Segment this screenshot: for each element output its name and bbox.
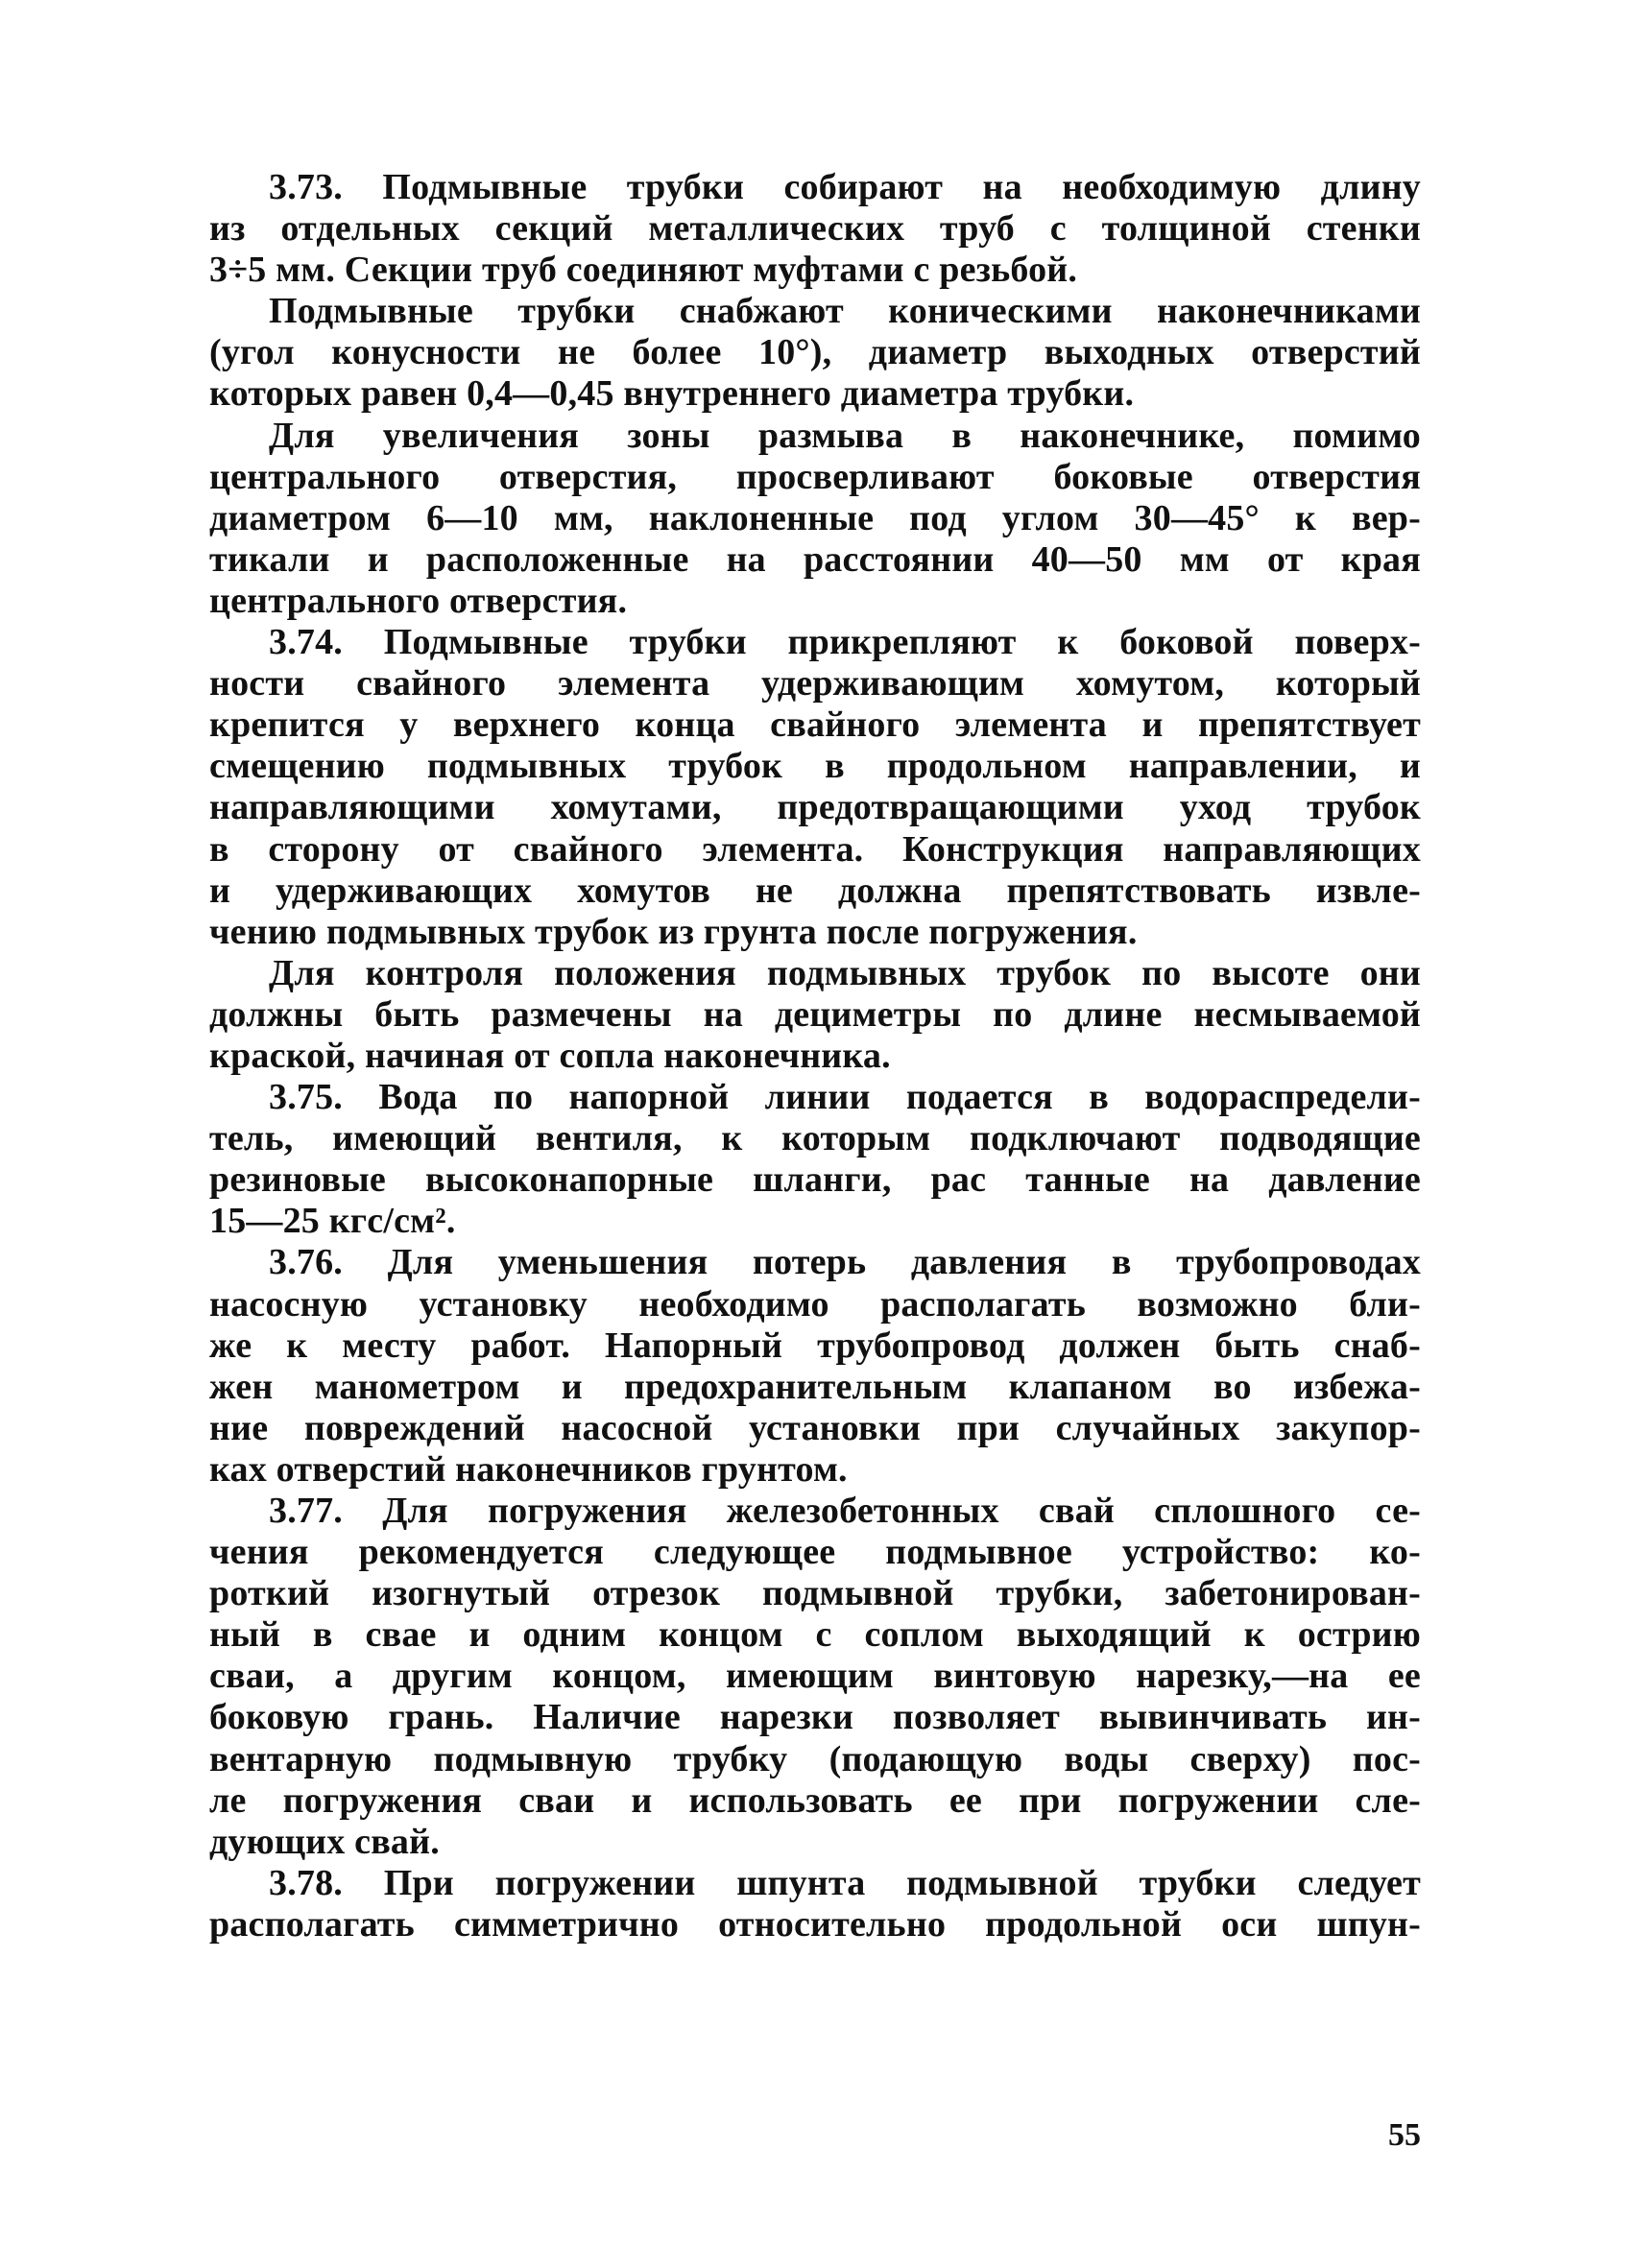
text-line: центрального отверстия, просверливают боковые отверстия xyxy=(209,456,1421,497)
text-line: располагать симметрично относительно продольной оси шпун- xyxy=(209,1903,1421,1945)
text-line: 3÷5 мм. Секции труб соединяют муфтами с резьбой. xyxy=(209,250,1078,291)
text-line: боковую грань. Наличие нарезки позволяет вывинчивать ин- xyxy=(209,1697,1421,1738)
text-line: должны быть размечены на дециметры по длине несмываемой xyxy=(209,993,1421,1035)
text-line: чению подмывных трубок из грунта после погружения. xyxy=(209,911,1138,952)
text-line: 3.75. Вода по напорной линии подается в водораспредели- xyxy=(269,1077,1421,1118)
text-line: резиновые высоконапорные шланги, рас танные на давление xyxy=(209,1159,1421,1201)
text-line: жен манометром и предохранительным клапаном во избежа- xyxy=(209,1366,1421,1407)
text-line: ности свайного элемента удерживающим хомутом, который xyxy=(209,663,1421,704)
text-line: краской, начиная от сопла наконечника. xyxy=(209,1035,891,1076)
text-line: 3.78. При погружении шпунта подмывной трубки следует xyxy=(269,1862,1421,1903)
text-line: вентарную подмывную трубку (подающую воды сверху) пос- xyxy=(209,1738,1421,1779)
text-line: ный в свае и одним концом с соплом выходящий к острию xyxy=(209,1614,1421,1656)
text-line: и удерживающих хомутов не должна препятствовать извле- xyxy=(209,870,1421,911)
text-line: ле погружения сваи и использовать ее при погружении сле- xyxy=(209,1779,1421,1821)
body-text xyxy=(209,167,1421,1946)
text-line: диаметром 6—10 мм, наклоненные под углом 30—45° к вер- xyxy=(209,497,1421,538)
text-line: (угол конусности не более 10°), диаметр выходных отверстий xyxy=(209,332,1421,373)
text-line: роткий изогнутый отрезок подмывной трубки, забетонирован- xyxy=(209,1573,1421,1614)
text-line: ках отверстий наконечников грунтом. xyxy=(209,1448,848,1490)
text-line: Для контроля положения подмывных трубок по высоте они xyxy=(269,952,1421,993)
text-line: Подмывные трубки снабжают коническими наконечниками xyxy=(269,291,1421,332)
text-line: Для увеличения зоны размыва в наконечнике, помимо xyxy=(269,415,1421,456)
text-line: которых равен 0,4—0,45 внутреннего диаметра трубки. xyxy=(209,373,1135,415)
text-line: дующих свай. xyxy=(209,1821,440,1862)
text-line: направляющими хомутами, предотвращающими уход трубок xyxy=(209,787,1421,828)
text-line: 3.77. Для погружения железобетонных свай сплошного се- xyxy=(269,1491,1421,1531)
text-line: же к месту работ. Напорный трубопровод должен быть снаб- xyxy=(209,1325,1421,1366)
text-line: тель, имеющий вентиля, к которым подключают подводящие xyxy=(209,1118,1421,1159)
text-line: в сторону от свайного элемента. Конструкция направляющих xyxy=(209,828,1421,870)
text-line: центрального отверстия. xyxy=(209,580,628,621)
text-line: 15—25 кгс/см². xyxy=(209,1201,456,1242)
text-line: сваи, а другим концом, имеющим винтовую нарезку,—на ее xyxy=(209,1656,1421,1697)
text-line: 3.74. Подмывные трубки прикрепляют к боковой поверх- xyxy=(269,622,1421,663)
text-line: из отдельных секций металлических труб с толщиной стенки xyxy=(209,208,1421,250)
text-line: 3.76. Для уменьшения потерь давления в трубопроводах xyxy=(269,1242,1421,1283)
text-line: смещению подмывных трубок в продольном направлении, и xyxy=(209,746,1421,787)
text-line: насосную установку необходимо располагать возможно бли- xyxy=(209,1283,1421,1325)
text-line: 3.73. Подмывные трубки собирают на необходимую длину xyxy=(269,167,1421,207)
text-line: тикали и расположенные на расстоянии 40—50 мм от края xyxy=(209,538,1421,580)
text-line: крепится у верхнего конца свайного элемента и препятствует xyxy=(209,704,1421,746)
text-line: чения рекомендуется следующее подмывное устройство: ко- xyxy=(209,1532,1421,1573)
text-line: ние повреждений насосной установки при случайных закупор- xyxy=(209,1407,1421,1448)
page-number: 55 xyxy=(1388,2117,1421,2153)
